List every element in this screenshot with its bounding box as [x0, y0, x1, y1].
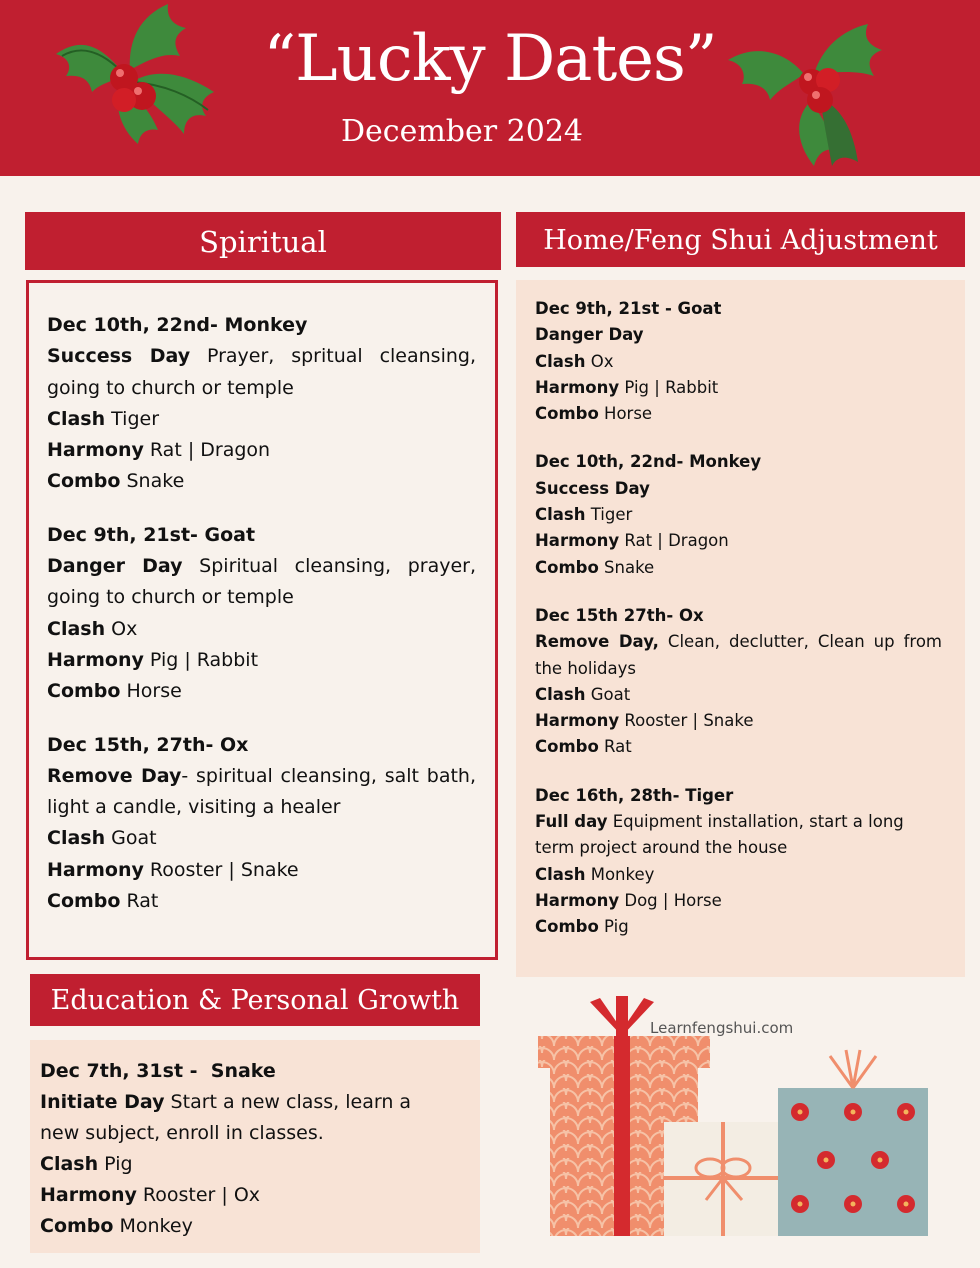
combo-label: Combo [535, 557, 599, 577]
clash-label: Clash [47, 407, 106, 430]
entry-clash [535, 502, 942, 528]
clash-label: Clash [47, 617, 106, 640]
clash-label: Clash [535, 684, 586, 704]
harmony-value: Rooster | Snake [619, 711, 754, 731]
entry-harmony [535, 375, 942, 401]
combo-label: Combo [47, 470, 121, 493]
clash-value: Tiger [105, 407, 160, 430]
spiritual-panel [26, 280, 498, 960]
harmony-value: Rooster | Snake [143, 858, 299, 881]
entry-day [535, 322, 942, 348]
page-title: “Lucky Dates” [263, 22, 717, 96]
day-description: - spiritual cleansing, salt bath, light a candle, visiting a healer [47, 764, 476, 819]
clash-value: Tiger [585, 505, 633, 525]
day-description: Spiritual cleansing, prayer, going to church or temple [47, 555, 477, 609]
harmony-value: Pig | Rabbit [619, 377, 719, 397]
home-entry [535, 296, 942, 427]
combo-label: Combo [40, 1215, 114, 1237]
harmony-label: Harmony [535, 711, 620, 731]
day-label: Initiate Day [40, 1091, 165, 1113]
entry-clash [47, 614, 476, 645]
combo-value: Horse [598, 404, 653, 424]
day-label: Danger Day [535, 325, 644, 345]
home-entry [535, 449, 942, 580]
day-label: Success Day [47, 345, 191, 368]
entry-dates: Dec 9th, 21st - Goat [535, 299, 722, 318]
entry-dates: Dec 7th, 31st - Snake [40, 1060, 276, 1082]
education-heading-text: Education & Personal Growth [50, 984, 460, 1016]
entry-combo [47, 466, 476, 497]
harmony-value: Rat | Dragon [619, 531, 729, 551]
spiritual-heading [25, 212, 501, 270]
entry-harmony [47, 435, 476, 466]
entry-combo [535, 734, 942, 760]
home-entry [535, 783, 942, 941]
entry-day [535, 809, 942, 862]
entry-combo [47, 676, 476, 707]
harmony-value: Rooster | Ox [136, 1184, 261, 1206]
spiritual-entry [47, 310, 476, 498]
home-heading [516, 212, 965, 267]
clash-label: Clash [535, 351, 586, 371]
education-heading [30, 974, 480, 1026]
entry-day [535, 476, 942, 502]
harmony-label: Harmony [535, 377, 620, 397]
combo-label: Combo [47, 680, 121, 703]
entry-combo [47, 886, 476, 917]
combo-label: Combo [535, 737, 599, 757]
clash-label: Clash [535, 505, 586, 525]
day-description: Start a new class, learn a new subject, enroll in classes. [40, 1091, 412, 1144]
combo-label: Combo [535, 917, 599, 937]
entry-combo [40, 1211, 414, 1242]
clash-value: Goat [105, 827, 157, 850]
education-entry [40, 1056, 414, 1242]
day-description: Clean, declutter, Clean up from the holidays [535, 632, 942, 678]
harmony-label: Harmony [47, 858, 144, 881]
clash-value: Ox [585, 351, 614, 371]
clash-value: Monkey [585, 864, 655, 884]
clash-value: Goat [585, 684, 631, 704]
combo-label: Combo [47, 890, 121, 913]
entry-day [47, 761, 476, 824]
day-label: Remove Day, [535, 632, 659, 652]
harmony-value: Pig | Rabbit [143, 648, 259, 671]
entry-dates: Dec 10th, 22nd- Monkey [535, 452, 762, 472]
harmony-label: Harmony [47, 648, 144, 671]
combo-value: Rat [120, 890, 159, 913]
entry-day [40, 1087, 414, 1149]
spiritual-entry [47, 520, 476, 708]
harmony-label: Harmony [535, 531, 620, 551]
entry-harmony [47, 645, 476, 676]
combo-value: Monkey [113, 1215, 193, 1237]
clash-label: Clash [47, 827, 106, 850]
harmony-label: Harmony [40, 1184, 137, 1206]
education-panel [30, 1040, 480, 1253]
entry-clash [47, 404, 476, 435]
combo-label: Combo [535, 404, 599, 424]
entry-harmony [535, 708, 942, 734]
entry-dates: Dec 10th, 22nd- Monkey [47, 314, 308, 336]
harmony-label: Harmony [535, 890, 620, 910]
day-description: Prayer, spritual cleansing, going to church or temple [47, 345, 476, 399]
home-entry [535, 603, 942, 761]
clash-label: Clash [535, 864, 586, 884]
clash-value: Ox [105, 617, 138, 640]
entry-harmony [535, 528, 942, 554]
entry-harmony [535, 888, 942, 914]
entry-day [47, 341, 476, 404]
watermark: Learnfengshui.com [650, 1019, 794, 1037]
combo-value: Snake [598, 557, 655, 577]
day-label: Danger Day [47, 555, 183, 578]
page-subtitle: December 2024 [341, 114, 583, 149]
harmony-value: Rat | Dragon [143, 439, 271, 462]
home-panel [516, 280, 965, 977]
combo-value: Pig [598, 917, 629, 937]
harmony-label: Harmony [47, 439, 144, 462]
entry-dates: Dec 15th 27th- Ox [535, 605, 704, 625]
day-label: Success Day [535, 478, 650, 498]
clash-value: Pig [98, 1153, 133, 1175]
day-label: Remove Day [47, 764, 182, 787]
spiritual-heading-text: Spiritual [199, 225, 327, 259]
combo-value: Snake [120, 470, 185, 493]
header-banner [0, 0, 980, 176]
day-label: Full day [535, 812, 608, 832]
entry-day [535, 629, 942, 682]
entry-clash [535, 349, 942, 375]
entry-clash [535, 682, 942, 708]
entry-dates: Dec 9th, 21st- Goat [47, 523, 256, 546]
entry-clash [535, 862, 942, 888]
entry-clash [40, 1149, 414, 1180]
combo-value: Horse [120, 680, 182, 703]
entry-combo [535, 401, 942, 427]
harmony-value: Dog | Horse [619, 890, 722, 910]
spiritual-entry [47, 730, 476, 918]
entry-harmony [47, 855, 476, 886]
entry-day [47, 551, 476, 614]
entry-dates: Dec 16th, 28th- Tiger [535, 785, 734, 805]
entry-dates: Dec 15th, 27th- Ox [47, 733, 249, 756]
combo-value: Rat [598, 737, 632, 757]
entry-harmony [40, 1180, 414, 1211]
entry-combo [535, 555, 942, 581]
clash-label: Clash [40, 1153, 99, 1175]
home-heading-text: Home/Feng Shui Adjustment [543, 225, 938, 256]
entry-clash [47, 823, 476, 854]
entry-combo [535, 914, 942, 940]
day-description: Equipment installation, start a long term project around the house [535, 812, 904, 858]
